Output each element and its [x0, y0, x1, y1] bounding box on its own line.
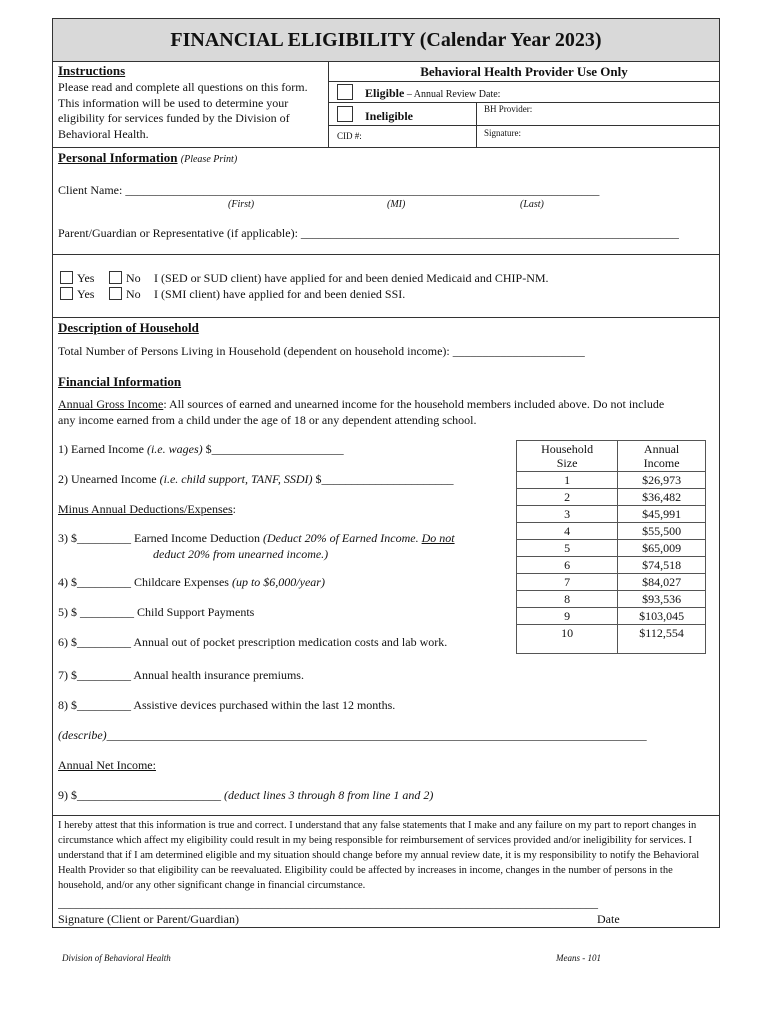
footer-form-number: Means - 101 — [556, 953, 601, 963]
q1-no-checkbox[interactable] — [109, 271, 122, 284]
header-text: Household — [541, 442, 594, 456]
table-row — [517, 574, 706, 591]
attestation-rule — [53, 815, 719, 816]
eligible-text: Eligible — [365, 86, 405, 100]
annual-income-cell: $84,027 — [618, 574, 706, 591]
household-size-cell: 9 — [517, 608, 618, 625]
q1-no-label: No — [126, 271, 141, 285]
table-row — [517, 489, 706, 506]
header-text: Size — [556, 456, 578, 470]
household-size-cell: 4 — [517, 523, 618, 540]
annual-income-cell: $36,482 — [618, 489, 706, 506]
line-4-hint: (up to $6,000/year) — [231, 575, 325, 589]
instructions-line: eligibility for services funded by the Division of — [58, 111, 290, 125]
form-title — [53, 19, 719, 62]
q2-no-checkbox[interactable] — [109, 287, 122, 300]
line-3-label: 3) $_________ Earned Income Deduction — [58, 531, 263, 545]
annual-income-cell: $45,991 — [618, 506, 706, 523]
header-text: Income — [643, 456, 680, 470]
household-size-header — [517, 441, 618, 472]
line-2-unearned-income[interactable] — [58, 472, 454, 487]
middle-initial-caption: (MI) — [387, 199, 406, 210]
line-4-childcare[interactable] — [58, 575, 325, 590]
household-size-cell: 1 — [517, 472, 618, 489]
table-row — [517, 608, 706, 625]
bh-provider-label: BH Provider: — [484, 104, 533, 114]
describe-label: (describe) — [58, 728, 107, 742]
client-name-field[interactable]: Client Name: _______________________________________________________________________________ — [58, 183, 600, 197]
q2-yes-checkbox[interactable] — [60, 287, 73, 300]
line-9-net-income[interactable] — [58, 788, 433, 803]
table-header-row — [517, 441, 706, 472]
net-income-heading: Annual Net Income: — [58, 758, 156, 772]
instructions-line: This information will be used to determine your — [58, 95, 289, 110]
line-5-child-support[interactable]: 5) $ _________ Child Support Payments — [58, 605, 255, 619]
annual-income-cell: $93,536 — [618, 591, 706, 608]
line-1-blank: $______________________ — [202, 442, 344, 456]
annual-income-cell: $112,554 — [618, 625, 706, 654]
line-1-label: 1) Earned Income — [58, 442, 147, 456]
instructions-text — [58, 80, 308, 142]
household-size-cell: 5 — [517, 540, 618, 557]
line-3-hint: (Deduct 20% of Earned Income. — [262, 531, 422, 545]
line-2-hint: (i.e. child support, TANF, SSDI) — [159, 472, 313, 486]
personal-heading — [58, 150, 237, 166]
instructions-line: Behavioral Health. — [58, 126, 149, 141]
instructions-line: Please read and complete all questions on this form. — [58, 80, 308, 94]
ineligible-label: Ineligible — [365, 109, 414, 123]
line-1-hint: (i.e. wages) — [146, 442, 203, 456]
eligible-label — [365, 86, 500, 101]
household-size-cell: 2 — [517, 489, 618, 506]
q2-no-label: No — [126, 287, 141, 301]
minus-deductions-colon: : — [232, 502, 236, 516]
line-7-insurance[interactable]: 7) $_________ Annual health insurance premiums. — [58, 668, 304, 682]
household-heading: Description of Household — [58, 320, 199, 335]
minus-deductions-heading — [58, 502, 236, 517]
cid-label: CID #: — [337, 131, 362, 141]
guardian-field[interactable]: Parent/Guardian or Representative (if applicable): _______________________________________________________________ — [58, 226, 679, 240]
signature-field-label: Signature: — [484, 128, 521, 138]
footer-division: Division of Behavioral Health — [62, 953, 171, 963]
eligible-checkbox[interactable] — [337, 84, 353, 100]
last-name-caption: (Last) — [520, 199, 544, 210]
agi-text: : All sources of earned and unearned income for the household members included above. Do not include — [163, 397, 665, 411]
annual-income-cell: $65,009 — [618, 540, 706, 557]
ineligible-checkbox[interactable] — [337, 106, 353, 122]
annual-income-cell: $74,518 — [618, 557, 706, 574]
income-guidelines-table — [516, 440, 706, 654]
provider-rule-3 — [328, 125, 719, 126]
table-row — [517, 506, 706, 523]
table-row — [517, 557, 706, 574]
line-2-label: 2) Unearned Income — [58, 472, 160, 486]
instructions-heading: Instructions — [58, 63, 126, 78]
household-size-cell: 3 — [517, 506, 618, 523]
describe-blank: __________________________________________________________________________________________ — [106, 728, 647, 742]
table-row — [517, 523, 706, 540]
header-text: Annual — [643, 442, 680, 456]
agi-text-2: any income earned from a child under the age of 18 or any dependent attending school. — [58, 412, 477, 427]
table-row — [517, 625, 706, 654]
household-size-cell: 7 — [517, 574, 618, 591]
line-9-label: 9) $________________________ — [58, 788, 221, 802]
household-size-cell: 10 — [517, 625, 618, 654]
q2-yes-label: Yes — [77, 287, 95, 301]
signature-line[interactable]: __________________________________________________________________________________________ — [58, 896, 598, 910]
table-row — [517, 472, 706, 489]
q1-text: I (SED or SUD client) have applied for and been denied Medicaid and CHIP-NM. — [154, 271, 549, 285]
line-6-prescription[interactable]: 6) $_________ Annual out of pocket prescription medication costs and lab work. — [58, 635, 448, 649]
annual-income-cell: $55,500 — [618, 523, 706, 540]
financial-heading: Financial Information — [58, 374, 182, 389]
q1-yes-label: Yes — [77, 271, 95, 285]
annual-income-cell: $26,973 — [618, 472, 706, 489]
agi-paragraph — [58, 397, 718, 428]
first-name-caption: (First) — [228, 199, 255, 210]
line-3-earned-deduction[interactable] — [58, 531, 455, 562]
household-size-cell: 6 — [517, 557, 618, 574]
minus-deductions-label: Minus Annual Deductions/Expenses — [58, 502, 233, 516]
please-print-note: (Please Print) — [180, 154, 238, 165]
annual-income-cell: $103,045 — [618, 608, 706, 625]
provider-rule — [328, 81, 719, 82]
describe-field[interactable] — [58, 728, 647, 743]
annual-income-header — [618, 441, 706, 472]
line-3-do-not: Do not — [421, 531, 455, 545]
q2-text: I (SMI client) have applied for and been denied SSI. — [154, 287, 406, 301]
table-row — [517, 540, 706, 557]
annual-review-date-label: – Annual Review Date: — [404, 89, 501, 100]
line-1-earned-income[interactable] — [58, 442, 344, 457]
signature-label: Signature (Client or Parent/Guardian) — [58, 912, 239, 926]
line-2-blank: $______________________ — [312, 472, 454, 486]
household-total-field[interactable]: Total Number of Persons Living in Household (dependent on household income): ______________________ — [58, 344, 585, 358]
provider-rule-2 — [328, 102, 719, 103]
provider-heading: Behavioral Health Provider Use Only — [420, 64, 628, 79]
date-label: Date — [597, 912, 620, 926]
q1-yes-checkbox[interactable] — [60, 271, 73, 284]
agi-label: Annual Gross Income — [58, 397, 164, 411]
line-8-assistive[interactable]: 8) $_________ Assistive devices purchased within the last 12 months. — [58, 698, 396, 712]
personal-heading-text: Personal Information — [58, 150, 178, 165]
title-text: FINANCIAL ELIGIBILITY (Calendar Year 2023) — [170, 28, 602, 51]
attestation-text: I hereby attest that this information is true and correct. I understand that any false statements that I make and any failure on my part to report changes in circumstance which affect my eligibility could result in my being responsible for reimbursement of services provided and/or ineligibility for services. I understand that if I am determined eligible and my situation should change before my annual review date, it is my responsibility to notify the Behavioral Health Provider so that eligibility can be reevaluated. Eligibility could be affected by increases in income, changes in the number of persons in the household, and/or any other significant change in financial circumstance. — [58, 820, 700, 891]
household-size-cell: 8 — [517, 591, 618, 608]
table-row — [517, 591, 706, 608]
header-bottom-rule — [53, 147, 719, 148]
line-4-label: 4) $_________ Childcare Expenses — [58, 575, 232, 589]
section-rule — [53, 254, 719, 255]
section-rule-2 — [53, 317, 719, 318]
line-9-hint: (deduct lines 3 through 8 from line 1 and 2) — [221, 788, 434, 802]
line-3-hint-2: deduct 20% from unearned income.) — [153, 546, 329, 561]
